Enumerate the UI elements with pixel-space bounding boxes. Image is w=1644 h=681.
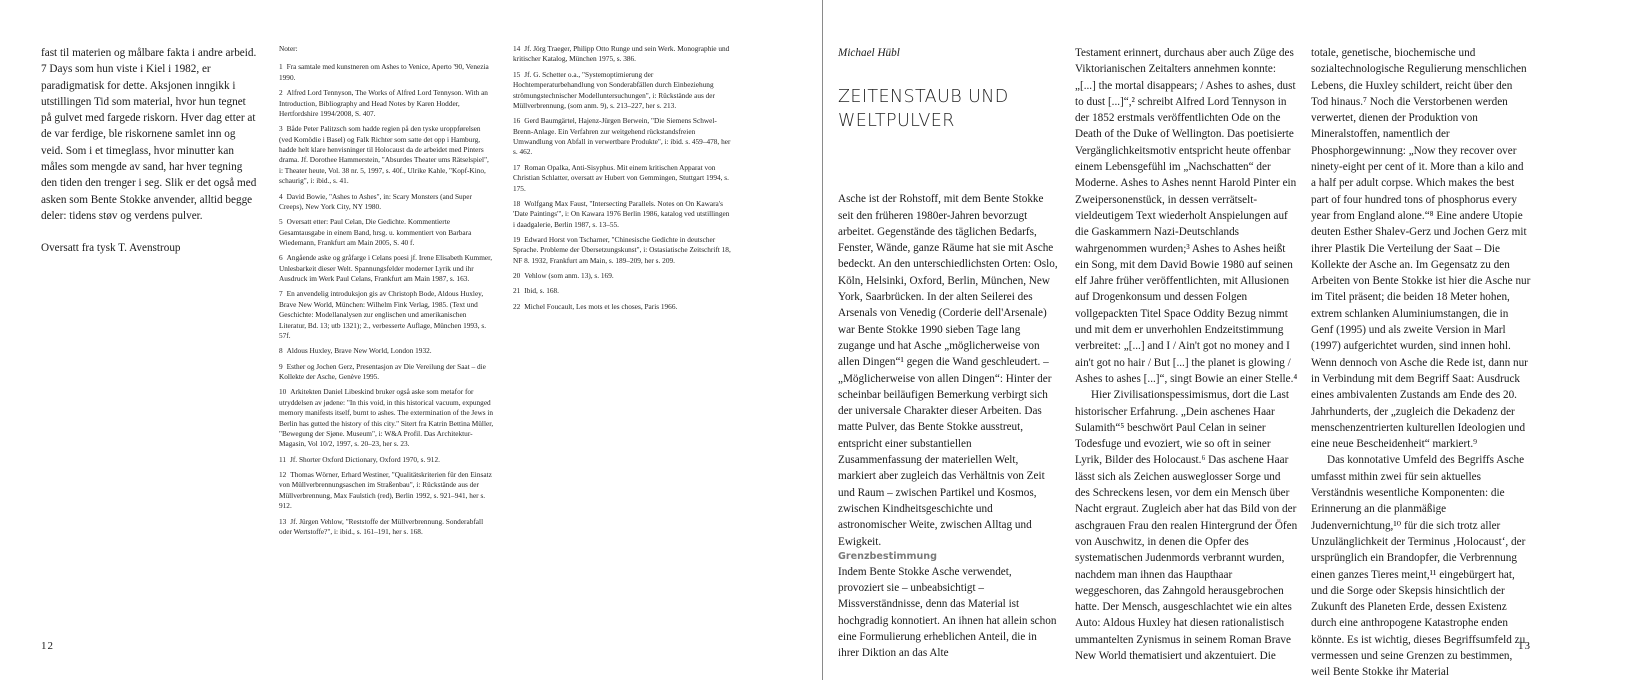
footnote-text: Wolfgang Max Faust, "Intersecting Parallels. Notes on On Kawara's 'Date Paintings'", i: On Kawara 1976 Berlin 1986, katalog ved utstillingen i daadgalerie, Berlin 1987, s. 13–55. xyxy=(513,198,730,229)
footnote xyxy=(279,346,494,356)
right-page xyxy=(823,0,1644,680)
footnote-text: Oversatt etter: Paul Celan, Die Gedichte. Kommentierte Gesamtausgabe in einem Band, hrsg. u. kommentiert von Barbara Wiedemann, Frankfurt am Main 2005, S. 40 f. xyxy=(279,217,472,248)
footnote-number: 10 xyxy=(279,387,287,397)
footnote xyxy=(513,286,731,296)
footnote xyxy=(513,44,731,65)
footnote-number: 13 xyxy=(279,516,287,526)
body-paragraph: totale, genetische, biochemische und sozialtechnologische Regulierung menschlichen Lebens, die Huxley schildert, reicht über den Tod hinaus.⁷ Noch die Verstorbenen werden verwertet, dienen der Produktion von Mineralstoffen, namentlich der Phosphorgewinnung: „Now they recover over ninety-eight per cent of it. More than a kilo and a half per adult corpse. Which makes the best part of four hundred tons of phosphorus every year from England alone.“⁸ Eine andere Utopie deuten Esther Shalev-Gerz und Jochen Gerz mit ihrer Plastik Die Verteilung der Saat – Die Kollekte der Asche an. Im Gegensatz zu den Arbeiten von Bente Stokke ist hier die Asche nur im Titel präsent; die beiden 18 Meter hohen, extrem schlanken Aluminiumstangen, die in Genf (1995) und als zweite Version in Marl (1997) aufgerichtet wurden, sind innen hohl. Wenn dennoch von Asche die Rede ist, dann nur in Verbindung mit dem Begriff Saat: Ausdruck eines ambivalenten Zustands am Ende des 20. Jahrhunderts, der „zugleich die Dekadenz der menschenzentrierten kulturellen Ideologien und eine neue Bescheidenheit“ markiert.⁹ xyxy=(1311,47,1531,451)
footnote-text: Angående aske og gråfarge i Celans poesi jf. Irene Elisabeth Kummer, Unlesbarkeit dieser Welt. Spannungsfelder moderner Lyrik und ihr Ausdruck im Werk Paul Celans, Frankfurt am Main 1987, s. 163. xyxy=(279,253,493,284)
notes-column-1 xyxy=(279,44,494,542)
footnote-text: Jf. Shorter Oxford Dictionary, Oxford 1970, s. 912. xyxy=(290,454,440,464)
footnote-number: 1 xyxy=(279,62,283,72)
notes-column-2 xyxy=(513,44,731,317)
footnote-number: 4 xyxy=(279,191,283,201)
footnote xyxy=(279,362,494,383)
right-column-2 xyxy=(1075,45,1298,664)
footnote xyxy=(279,455,494,465)
footnote xyxy=(513,235,731,266)
author-name: Michael Hübl xyxy=(838,47,900,59)
footnote-text: Alfred Lord Tennyson, The Works of Alfred Lord Tennyson. With an Introduction, Bibliography and Head Notes by Karen Hodder, Hertfordshire 1994/2008, S. 407. xyxy=(279,88,488,118)
footnote xyxy=(279,517,494,538)
footnote-text: Michel Foucault, Les mots et les choses, Paris 1966. xyxy=(524,301,678,311)
translator-credit: Oversatt fra tysk T. Avenstroup xyxy=(41,242,181,255)
body-paragraph: Das konnotative Umfeld des Begriffs Asche umfasst mithin zwei für sein aktuelles Verständnis wesentliche Komponenten: die Erinnerung an die planmäßige Judenvernichtung,¹⁰ für die sich trotz aller Unzulänglichkeit der Terminus ‚Holocaust‘, der ursprünglich ein Brandopfer, die Verbrennung einen ganzes Tieres meint,¹¹ eingebürgert hat, und die Sorge oder Skepsis hinsichtlich der Zukunft des Planeten Erde, dessen Existenz durch eine anthropogene Katastrophe enden könnte. Es ist wichtig, dieses Begriffsumfeld zu vermessen und seine Grenzen zu bestimmen, weil Bente Stokke ihr Material xyxy=(1311,454,1526,679)
footnote-text: En anvendelig introduksjon gis av Christoph Bode, Aldous Huxley, Brave New World, München: Wilhelm Fink Verlag, 1985. (Text und Geschichte: Modellanalysen zur englischen und amerikanischen Literatur, Bd. 13; utb 1321); 2., verbesserte Auflage, München 1993, s. 57f. xyxy=(279,289,487,341)
footnote-number: 15 xyxy=(513,69,521,79)
right-column-3 xyxy=(1311,45,1531,681)
section-subheading: Grenzbestimmung xyxy=(838,550,938,562)
page-number: 12 xyxy=(41,640,54,652)
footnote-text: Esther og Jochen Gerz, Presentasjon av Die Vereilung der Saat – die Kollekte der Asche, Genève 1995. xyxy=(279,361,486,382)
footnote-number: 14 xyxy=(513,44,521,53)
footnote xyxy=(513,271,731,281)
footnote-text: Fra samtale med kunstneren om Ashes to Venice, Aperto '90, Venezia 1990. xyxy=(279,62,489,82)
page-number: 13 xyxy=(1518,640,1531,652)
footnote xyxy=(279,217,494,248)
footnote-text: Thomas Wörner, Erhard Westiner, "Qualitätskriterien für den Einsatz von Müllverbrennungsaschen im Straßenbau", i: Rückstände aus der Müllverbrennung, Max Faulstich (red), Berlin 1992, s. 921–941, her s. 912. xyxy=(279,470,492,511)
body-paragraph: Testament erinnert, durchaus aber auch Züge des Viktorianischen Zeitalters annehmen konnte: „[...] the mortal disappears; / Ashes to ashes, dust to dust [...]“,² schreibt Alfred Lord Tennyson in der 1852 erstmals veröffentlichten Ode on the Death of the Duke of Wellington. Das poetisierte Vergänglichkeitsmotiv entspricht heute offenbar einem Lebensgefühl im „Nachschatten“ der Moderne. Ashes to Ashes nennt Harold Pinter ein Zweipersonenstück, in dessen verrätselt-vieldeutigem Text wiederholt Anspielungen auf die Gaskammern Nazi-Deutschlands wahrgenommen wurden;³ Ashes to Ashes heißt ein Song, mit dem David Bowie 1980 auf seinen elf Jahre früher veröffentlichten, mit Allusionen auf Drogenkonsum und dessen Folgen vollgepackten Titel Space Oddity Bezug nimmt und mit dem er unverhohlen Endzeitstimmung verbreitet: „[...] and I / Ain't got no money and I ain't got no hair / But [...] the planet is glowing / Ashes to ashes [...]“, singt Bowie an einer Stelle.⁴ xyxy=(1075,47,1298,385)
footnote-text: Aldous Huxley, Brave New World, London 1932. xyxy=(286,346,432,356)
footnote-text: Jf. Jörg Traeger, Philipp Otto Runge und sein Werk. Monographie und kritischer Katalog, München 1975, s. 386. xyxy=(513,44,730,64)
footnote xyxy=(279,387,494,449)
footnote xyxy=(279,88,494,119)
footnote xyxy=(513,70,731,112)
footnote-text: Ibid, s. 168. xyxy=(524,286,559,296)
article-title: ZEITENSTAUB UND WELTPULVER xyxy=(838,87,1009,131)
footnote-number: 16 xyxy=(513,116,521,126)
footnote-number: 9 xyxy=(279,361,283,371)
footnote-number: 17 xyxy=(513,162,521,172)
footnote-text: David Bowie, "Ashes to Ashes", in: Scary Monsters (and Super Creeps), New York City, NY 1980. xyxy=(279,191,472,211)
footnote-number: 20 xyxy=(513,271,521,281)
footnote xyxy=(513,302,731,312)
intro-paragraph: Asche ist der Rohstoff, mit dem Bente Stokke seit den früheren 1980er-Jahren bevorzugt arbeitet. Gegenstände des täglichen Bedarfs, Fenster, Wände, ganze Räume hat sie mit Asche bedeckt. An den unterschiedlichsten Orten: Oslo, Köln, Helsinki, Oxford, Berlin, München, New York, Saarbrücken. In der alten Seilerei des Arsenals von Venedig (Corderie dell'Arsenale) war Bente Stokke 1990 sieben Tage lang zugange und hat Asche „möglicherweise von allen Dingen“¹ gegen die Wand geschleudert. – „Möglicherweise von allen Dingen“: Hinter der scheinbar beiläufigen Bemerkung verbirgt sich der universale Charakter dieser Arbeiten. Das matte Pulver, das Bente Stokke ausstreut, entspricht einer substantiellen Zusammenfassung der materiellen Welt, markiert aber zugleich das Verhältnis von Zeit und Raum – zwischen Partikel und Kosmos, zwischen Kindheitsgeschichte und astronomischer Weite, zwischen Alltag und Ewigkeit. xyxy=(838,193,1058,548)
footnote-text: Jf. Jürgen Vehlow, "Reststoffe der Müllverbrennung. Sonderabfall oder Wertstoffe?", i: ibid., s. 161–191, her s. 168. xyxy=(279,516,484,536)
footnote-text: Vehlow (som anm. 13), s. 169. xyxy=(524,271,614,281)
footnote-text: Gerd Baumgärtel, Hajenz-Jürgen Berwein, "Die Siemens Schwel-Brenn-Anlage. Ein Verfahren zur weitgehend rückstandsfreien Umwandlung von Abfall in verwertbare Produkte", i: ibid. s. 459–478, her s. 462. xyxy=(513,116,731,157)
footnote-number: 22 xyxy=(513,301,521,311)
footnote xyxy=(279,470,494,512)
footnote xyxy=(513,199,731,230)
footnote xyxy=(279,289,494,341)
footnote xyxy=(513,116,731,158)
footnote-number: 19 xyxy=(513,234,521,244)
footnote-text: Jf. G. Schetter o.a., "Systemoptimierung der Hochtemperaturbehandlung von Sonderabfällen durch Einbeziehung strömungstechnischer Modelluntersuchungen", i: Rückstände aus der Müllverbrennung, (som anm. 9), s. 213–227, her s. 213. xyxy=(513,69,715,110)
footnote-number: 2 xyxy=(279,88,283,98)
footnote-text: Edward Horst von Tscharner, "Chinesische Gedichte in deutscher Sprache. Probleme der Übersetzungskunst", i: Ostasiatische Zeitschrift 18, NF 8. 1932, Frankfurt am Main, s. 189–209, her s. 209. xyxy=(513,234,731,265)
main-paragraph: fast til materien og målbare fakta i andre arbeid. 7 Days som hun viste i Kiel i 1982, er paradigmatisk for dette. Aksjonen inngikk i utstillingen Tid som material, hvor hun tegnet på gulvet med fargede riskorn. Hver dag etter at de var ferdige, ble riskornene samlet inn og veid. Som i et timeglass, hvor minutter kan måles som mengde av sand, har hver tegning den tiden den trenger i seg. Slik er det også med asken som Bente Stokke anvender, alltid begge deler: tidens støv og verdens pulver. xyxy=(41,47,257,222)
footnote-number: 11 xyxy=(279,454,287,464)
footnote-text: Arkitekten Daniel Libeskind bruker også aske som metafor for utryddelsen av jødene: "In this void, in this historical vacuum, expunged memory manifests itself, burnt to ashes. The extermination of the Jews in Berlin has gutted the history of this city." Sitert fra Katrin Bettina Müller, "Bewegung der Sjøne. Museum", i: W&A Profil. Das Architektur-Magasin, Vol 10/2, 1997, s. 20–23, her s. 23. xyxy=(279,387,494,449)
right-column-1 xyxy=(838,45,1058,662)
footnote-number: 3 xyxy=(279,124,283,134)
footnote-number: 5 xyxy=(279,217,283,227)
footnote xyxy=(279,253,494,284)
footnote-number: 12 xyxy=(279,470,287,480)
footnote-text: Både Peter Palitzsch som hadde regien på den tyske uroppførelsen (ved Komödie i Basel) og Falk Richter som satte det opp i Hamburg, hadde helt klare henvisninger til Holocaust da de arbeidet med Pinters drama. Jf. Dorothee Hammerstein, "Absurdes Theater ums Rätselspiel", i: Theater heute, Vol. 38 nr. 5, 1997, s. 40f., Ulrike Kahle, "Kopf-Kino, schaurig", i: ibid., s. 41. xyxy=(279,124,489,186)
footnote xyxy=(279,192,494,213)
body-paragraph: Hier Zivilisationspessimismus, dort die Last historischer Erfahrung. „Dein aschenes Haar Sulamith“⁵ beschwört Paul Celan in seiner Todesfuge und evoziert, wie so oft in seiner Lyrik, Bilder des Holocaust.⁶ Das aschene Haar lässt sich als Zeichen ausweglosser Sorge und des Schreckens lesen, vor dem ein Mensch über Nacht ergraut. Zugleich aber hat das Bild von der aschgrauen Frau den realen Hintergrund der Öfen von Auschwitz, in denen die Opfer des systematischen Judenmords verbrannt wurden, nachdem man ihnen das Haupthaar weggeschoren, das Zahngold herausgebrochen hatte. Der Mensch, ausgeschlachtet wie ein altes Auto: Aldous Huxley hat diesen rationalistisch ummantelten Zynismus in seinem Roman Brave New World thematisiert und akzentuiert. Die xyxy=(1075,389,1298,662)
left-main-column xyxy=(41,45,258,257)
left-page xyxy=(0,0,822,680)
footnote-number: 6 xyxy=(279,253,283,263)
footnote-text: Roman Opalka, Anti-Sisyphus. Mit einem kritischen Apparat von Christian Schlatter, oversatt av Hubert von Gemmingen, Stuttgart 1994, s. 175. xyxy=(513,162,729,193)
footnote xyxy=(279,62,494,83)
footnote-number: 21 xyxy=(513,286,521,296)
notes-heading: Noter: xyxy=(279,44,298,53)
section-paragraph: Indem Bente Stokke Asche verwendet, provoziert sie – unbeabsichtigt – Missverständnisse, denn das Material ist hochgradig konnotiert. An ihnen hat allein schon eine Formulierung erheblichen Anteil, die in ihrer Diktion an das Alte xyxy=(838,565,1057,660)
footnote xyxy=(279,124,494,186)
footnote-number: 7 xyxy=(279,289,283,299)
footnote-number: 18 xyxy=(513,198,521,208)
footnote-number: 8 xyxy=(279,346,283,356)
footnote xyxy=(513,163,731,194)
